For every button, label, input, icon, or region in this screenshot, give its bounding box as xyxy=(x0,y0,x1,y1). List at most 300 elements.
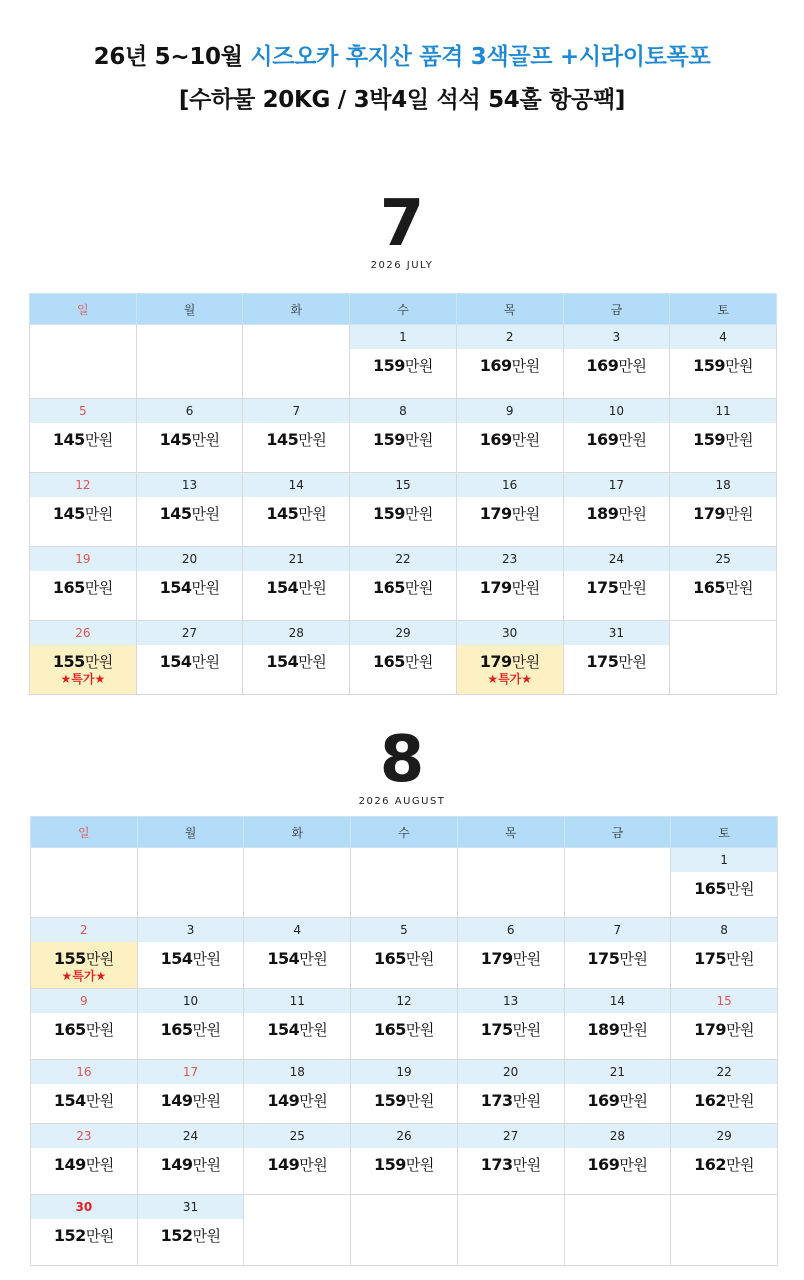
price-unit: 만원 xyxy=(725,579,754,597)
calendar-day-cell[interactable] xyxy=(564,918,671,989)
month-subtitle: 2026 JULY xyxy=(370,260,434,271)
calendar-week-row xyxy=(31,989,778,1060)
price-unit: 만원 xyxy=(298,579,327,597)
day-number: 2 xyxy=(31,918,137,942)
calendar-day-cell[interactable] xyxy=(456,621,563,695)
day-number: 9 xyxy=(457,399,563,423)
price-unit: 만원 xyxy=(299,950,328,968)
price-value: 165 xyxy=(693,578,726,597)
day-number: 18 xyxy=(670,473,776,497)
calendar-day-cell[interactable] xyxy=(137,1124,244,1195)
day-price xyxy=(671,1019,777,1040)
day-number: 23 xyxy=(457,547,563,571)
day-price xyxy=(671,1154,777,1175)
calendar-empty-cell xyxy=(671,1195,778,1266)
calendar-day-cell[interactable] xyxy=(671,918,778,989)
day-price xyxy=(137,503,243,524)
price-value: 169 xyxy=(586,430,619,449)
day-number: 26 xyxy=(30,621,136,645)
day-price xyxy=(351,1090,457,1111)
day-number: 3 xyxy=(138,918,244,942)
day-price xyxy=(244,1154,350,1175)
calendar-week-row xyxy=(31,1124,778,1195)
price-unit: 만원 xyxy=(192,1021,221,1039)
day-price xyxy=(138,1019,244,1040)
day-number: 16 xyxy=(31,1060,137,1084)
price-unit: 만원 xyxy=(192,1227,221,1245)
price-value: 165 xyxy=(373,578,405,597)
weekday-label: 화 xyxy=(243,294,350,325)
day-number: 25 xyxy=(244,1124,350,1148)
day-price xyxy=(565,1090,671,1111)
day-price xyxy=(30,651,136,672)
price-unit: 만원 xyxy=(726,1156,755,1174)
day-price xyxy=(137,577,243,598)
calendar-day-cell[interactable] xyxy=(137,989,244,1060)
day-number: 29 xyxy=(671,1124,777,1148)
day-number: 12 xyxy=(30,473,136,497)
price-value: 179 xyxy=(479,652,512,671)
day-number: 18 xyxy=(244,1060,350,1084)
price-unit: 만원 xyxy=(299,1021,328,1039)
calendar-day-cell[interactable] xyxy=(670,399,777,473)
calendar-day-cell[interactable] xyxy=(457,1124,564,1195)
day-price xyxy=(31,1090,137,1111)
price-unit: 만원 xyxy=(192,950,221,968)
calendar-day-cell[interactable] xyxy=(671,1124,778,1195)
day-number: 13 xyxy=(137,473,243,497)
day-number: 8 xyxy=(350,399,456,423)
calendar-day-cell[interactable] xyxy=(350,399,457,473)
day-number: 22 xyxy=(350,547,456,571)
day-number: 20 xyxy=(458,1060,564,1084)
calendar-empty-cell xyxy=(30,325,137,399)
day-price xyxy=(137,429,243,450)
price-value: 165 xyxy=(53,1020,86,1039)
price-unit: 만원 xyxy=(725,505,754,523)
day-number: 5 xyxy=(30,399,136,423)
price-unit: 만원 xyxy=(192,1156,221,1174)
price-unit: 만원 xyxy=(404,653,433,671)
day-price xyxy=(670,429,776,450)
weekday-label: 토 xyxy=(670,294,777,325)
calendar-empty-cell xyxy=(457,1195,564,1266)
calendar-day-cell[interactable] xyxy=(350,325,457,399)
calendar-day-cell[interactable] xyxy=(350,547,457,621)
calendar-day-cell[interactable] xyxy=(457,989,564,1060)
day-number: 29 xyxy=(350,621,456,645)
calendar-week-row xyxy=(30,621,777,695)
weekday-label: 일 xyxy=(30,294,137,325)
price-value: 145 xyxy=(52,504,85,523)
calendar-empty-cell xyxy=(457,848,564,918)
day-price xyxy=(351,948,457,969)
calendar-day-cell[interactable] xyxy=(563,473,670,547)
price-unit: 만원 xyxy=(405,1092,434,1110)
calendar-empty-cell xyxy=(564,848,671,918)
price-value: 154 xyxy=(159,578,192,597)
day-price xyxy=(564,503,670,524)
day-price xyxy=(350,429,456,450)
price-unit: 만원 xyxy=(511,505,540,523)
day-price xyxy=(30,577,136,598)
price-unit: 만원 xyxy=(85,1021,114,1039)
day-price xyxy=(243,577,349,598)
calendar-day-cell[interactable] xyxy=(457,918,564,989)
day-price xyxy=(243,651,349,672)
calendar-day-cell[interactable] xyxy=(671,1060,778,1124)
calendar-week-row xyxy=(31,1195,778,1266)
calendar-day-cell[interactable] xyxy=(350,473,457,547)
calendar-day-cell[interactable] xyxy=(351,989,458,1060)
day-price xyxy=(31,948,137,969)
price-unit: 만원 xyxy=(404,431,433,449)
price-value: 165 xyxy=(374,949,406,968)
calendar-day-cell[interactable] xyxy=(30,473,137,547)
calendar-day-cell[interactable] xyxy=(563,621,670,695)
day-number: 10 xyxy=(138,989,244,1013)
calendar-day-cell[interactable] xyxy=(350,621,457,695)
day-number: 19 xyxy=(351,1060,457,1084)
price-unit: 만원 xyxy=(299,1156,328,1174)
month-number: 8 xyxy=(379,723,425,797)
day-price xyxy=(243,429,349,450)
day-number: 1 xyxy=(671,848,777,872)
price-value: 159 xyxy=(693,430,726,449)
calendar-day-cell[interactable] xyxy=(243,621,350,695)
price-unit: 만원 xyxy=(725,357,754,375)
day-number: 31 xyxy=(564,621,670,645)
price-unit: 만원 xyxy=(85,950,114,968)
price-unit: 만원 xyxy=(726,880,755,898)
price-value: 189 xyxy=(587,1020,620,1039)
special-deal-badge: ★특가★ xyxy=(487,672,533,686)
calendar-day-cell[interactable] xyxy=(670,473,777,547)
day-price xyxy=(30,503,136,524)
day-price xyxy=(350,503,456,524)
price-unit: 만원 xyxy=(618,579,647,597)
day-number: 5 xyxy=(351,918,457,942)
day-price xyxy=(30,429,136,450)
price-value: 179 xyxy=(479,578,512,597)
price-value: 169 xyxy=(587,1155,620,1174)
day-price xyxy=(565,1154,671,1175)
price-unit: 만원 xyxy=(298,505,327,523)
price-unit: 만원 xyxy=(191,579,220,597)
day-price xyxy=(670,577,776,598)
price-value: 154 xyxy=(160,949,193,968)
day-number: 9 xyxy=(31,989,137,1013)
title-line-2: [수하물 20KG / 3박4일 석석 54홀 항공팩] xyxy=(178,87,626,113)
calendar-day-cell[interactable] xyxy=(137,918,244,989)
day-price xyxy=(457,503,563,524)
day-price xyxy=(138,948,244,969)
weekday-label: 일 xyxy=(31,817,138,848)
day-number: 7 xyxy=(243,399,349,423)
day-number: 20 xyxy=(137,547,243,571)
day-number: 30 xyxy=(31,1195,137,1219)
day-number: 25 xyxy=(670,547,776,571)
calendar-day-cell[interactable] xyxy=(456,325,563,399)
weekday-header-row xyxy=(31,817,778,848)
price-value: 155 xyxy=(53,949,86,968)
day-price xyxy=(671,1090,777,1111)
calendar-day-cell[interactable] xyxy=(244,1060,351,1124)
calendar-week-row xyxy=(31,918,778,989)
price-unit: 만원 xyxy=(511,653,540,671)
special-deal-badge: ★특가★ xyxy=(61,969,107,983)
calendar-day-cell[interactable] xyxy=(31,989,138,1060)
day-number: 21 xyxy=(565,1060,671,1084)
price-value: 173 xyxy=(480,1091,513,1110)
calendar-day-cell[interactable] xyxy=(31,1060,138,1124)
price-unit: 만원 xyxy=(298,653,327,671)
price-value: 159 xyxy=(373,356,405,375)
price-value: 152 xyxy=(53,1226,86,1245)
calendar-day-cell[interactable] xyxy=(31,918,138,989)
day-number: 11 xyxy=(670,399,776,423)
price-value: 175 xyxy=(694,949,727,968)
day-price xyxy=(138,1154,244,1175)
price-value: 152 xyxy=(160,1226,193,1245)
day-price xyxy=(351,1154,457,1175)
calendar-empty-cell xyxy=(244,1195,351,1266)
calendar-day-cell[interactable] xyxy=(670,547,777,621)
day-price xyxy=(457,577,563,598)
calendar-day-cell[interactable] xyxy=(243,399,350,473)
day-number: 28 xyxy=(565,1124,671,1148)
calendar-day-cell[interactable] xyxy=(351,1124,458,1195)
price-value: 175 xyxy=(587,949,620,968)
price-unit: 만원 xyxy=(84,653,113,671)
calendar-day-cell[interactable] xyxy=(243,547,350,621)
price-unit: 만원 xyxy=(404,579,433,597)
day-price xyxy=(243,503,349,524)
price-value: 149 xyxy=(267,1155,300,1174)
day-price xyxy=(137,651,243,672)
calendar-day-cell[interactable] xyxy=(30,547,137,621)
day-price xyxy=(565,948,671,969)
price-unit: 만원 xyxy=(405,1021,434,1039)
price-value: 179 xyxy=(480,949,513,968)
price-unit: 만원 xyxy=(726,950,755,968)
price-unit: 만원 xyxy=(405,1156,434,1174)
calendar-empty-cell xyxy=(351,1195,458,1266)
price-unit: 만원 xyxy=(405,950,434,968)
price-unit: 만원 xyxy=(511,357,540,375)
calendar-week-row xyxy=(31,1060,778,1124)
price-value: 175 xyxy=(586,578,619,597)
calendar-day-cell[interactable] xyxy=(136,621,243,695)
day-number: 15 xyxy=(350,473,456,497)
calendar-day-cell[interactable] xyxy=(136,547,243,621)
day-number: 16 xyxy=(457,473,563,497)
price-unit: 만원 xyxy=(192,1092,221,1110)
price-unit: 만원 xyxy=(618,653,647,671)
price-value: 179 xyxy=(693,504,726,523)
calendar-empty-cell xyxy=(670,621,777,695)
day-price xyxy=(564,355,670,376)
weekday-label: 금 xyxy=(564,817,671,848)
weekday-label: 화 xyxy=(244,817,351,848)
calendar-day-cell[interactable] xyxy=(563,325,670,399)
price-value: 169 xyxy=(586,356,619,375)
price-unit: 만원 xyxy=(511,579,540,597)
calendar-week-row xyxy=(31,848,778,918)
day-number: 3 xyxy=(564,325,670,349)
calendar-empty-cell xyxy=(564,1195,671,1266)
day-number: 15 xyxy=(671,989,777,1013)
price-value: 169 xyxy=(479,356,512,375)
day-number: 12 xyxy=(351,989,457,1013)
price-unit: 만원 xyxy=(726,1021,755,1039)
price-value: 154 xyxy=(267,949,300,968)
price-value: 154 xyxy=(53,1091,86,1110)
price-unit: 만원 xyxy=(404,357,433,375)
calendar-day-cell[interactable] xyxy=(564,1060,671,1124)
calendar-july xyxy=(29,293,777,695)
day-number: 19 xyxy=(30,547,136,571)
calendar-day-cell[interactable] xyxy=(351,918,458,989)
price-unit: 만원 xyxy=(618,505,647,523)
calendar-day-cell[interactable] xyxy=(243,473,350,547)
price-value: 179 xyxy=(479,504,512,523)
price-unit: 만원 xyxy=(299,1092,328,1110)
title-prefix: 26년 5~10월 xyxy=(93,44,251,70)
price-value: 149 xyxy=(53,1155,86,1174)
price-value: 154 xyxy=(159,652,192,671)
calendar-week-row xyxy=(30,547,777,621)
calendar-day-cell[interactable] xyxy=(671,848,778,918)
price-unit: 만원 xyxy=(191,505,220,523)
price-unit: 만원 xyxy=(84,431,113,449)
calendar-day-cell[interactable] xyxy=(244,989,351,1060)
calendar-day-cell[interactable] xyxy=(30,399,137,473)
weekday-label: 목 xyxy=(457,817,564,848)
price-unit: 만원 xyxy=(191,431,220,449)
calendar-day-cell[interactable] xyxy=(564,1124,671,1195)
price-value: 145 xyxy=(52,430,85,449)
price-value: 149 xyxy=(160,1091,193,1110)
price-value: 162 xyxy=(694,1155,727,1174)
day-number: 27 xyxy=(458,1124,564,1148)
price-value: 165 xyxy=(374,1020,406,1039)
day-number: 28 xyxy=(243,621,349,645)
price-unit: 만원 xyxy=(85,1227,114,1245)
day-number: 6 xyxy=(458,918,564,942)
page-header xyxy=(0,38,804,114)
price-value: 165 xyxy=(694,879,727,898)
calendar-day-cell[interactable] xyxy=(30,621,137,695)
calendar-day-cell[interactable] xyxy=(136,399,243,473)
day-price xyxy=(564,577,670,598)
calendar-empty-cell xyxy=(243,325,350,399)
calendar-day-cell[interactable] xyxy=(137,1195,244,1266)
calendar-day-cell[interactable] xyxy=(136,473,243,547)
calendar-day-cell[interactable] xyxy=(244,1124,351,1195)
day-price xyxy=(671,948,777,969)
price-value: 173 xyxy=(480,1155,513,1174)
calendar-week-row xyxy=(30,399,777,473)
price-unit: 만원 xyxy=(512,1092,541,1110)
price-unit: 만원 xyxy=(619,1092,648,1110)
day-number: 13 xyxy=(458,989,564,1013)
calendar-day-cell[interactable] xyxy=(31,1195,138,1266)
price-value: 154 xyxy=(267,1020,300,1039)
calendar-day-cell[interactable] xyxy=(671,989,778,1060)
day-number: 26 xyxy=(351,1124,457,1148)
price-value: 145 xyxy=(266,504,299,523)
day-number: 17 xyxy=(138,1060,244,1084)
day-number: 24 xyxy=(138,1124,244,1148)
calendar-day-cell[interactable] xyxy=(244,918,351,989)
month-heading-august xyxy=(0,723,804,807)
price-unit: 만원 xyxy=(512,1021,541,1039)
calendar-day-cell[interactable] xyxy=(457,1060,564,1124)
day-number: 8 xyxy=(671,918,777,942)
price-value: 155 xyxy=(52,652,85,671)
calendar-day-cell[interactable] xyxy=(351,1060,458,1124)
calendar-day-cell[interactable] xyxy=(456,547,563,621)
price-unit: 만원 xyxy=(298,431,327,449)
price-value: 154 xyxy=(266,652,299,671)
price-unit: 만원 xyxy=(404,505,433,523)
month-number: 7 xyxy=(379,187,425,261)
day-price xyxy=(457,429,563,450)
price-value: 145 xyxy=(159,504,192,523)
day-number: 17 xyxy=(564,473,670,497)
day-price xyxy=(458,1154,564,1175)
day-number: 4 xyxy=(670,325,776,349)
day-price xyxy=(565,1019,671,1040)
calendar-day-cell[interactable] xyxy=(564,989,671,1060)
calendar-week-row xyxy=(30,473,777,547)
calendar-day-cell[interactable] xyxy=(31,1124,138,1195)
day-price xyxy=(457,651,563,672)
day-price xyxy=(670,503,776,524)
price-value: 179 xyxy=(694,1020,727,1039)
calendar-day-cell[interactable] xyxy=(670,325,777,399)
price-value: 159 xyxy=(373,504,405,523)
month-heading-july xyxy=(0,187,804,271)
special-deal-badge: ★특가★ xyxy=(60,672,106,686)
price-unit: 만원 xyxy=(618,431,647,449)
calendar-day-cell[interactable] xyxy=(137,1060,244,1124)
price-value: 149 xyxy=(160,1155,193,1174)
calendar-day-cell[interactable] xyxy=(456,473,563,547)
weekday-label: 목 xyxy=(456,294,563,325)
price-value: 149 xyxy=(267,1091,300,1110)
day-number: 21 xyxy=(243,547,349,571)
day-price xyxy=(31,1225,137,1246)
price-value: 154 xyxy=(266,578,299,597)
day-price xyxy=(458,1019,564,1040)
calendar-day-cell[interactable] xyxy=(563,399,670,473)
day-number: 6 xyxy=(137,399,243,423)
price-unit: 만원 xyxy=(512,950,541,968)
day-price xyxy=(244,1090,350,1111)
price-value: 175 xyxy=(586,652,619,671)
price-unit: 만원 xyxy=(85,1156,114,1174)
day-price xyxy=(670,355,776,376)
day-number: 1 xyxy=(350,325,456,349)
day-price xyxy=(458,1090,564,1111)
day-price xyxy=(671,878,777,899)
day-price xyxy=(350,577,456,598)
title-highlight: 시즈오카 후지산 품격 3색골프 +시라이토폭포 xyxy=(250,44,711,70)
calendar-day-cell[interactable] xyxy=(563,547,670,621)
calendar-day-cell[interactable] xyxy=(456,399,563,473)
